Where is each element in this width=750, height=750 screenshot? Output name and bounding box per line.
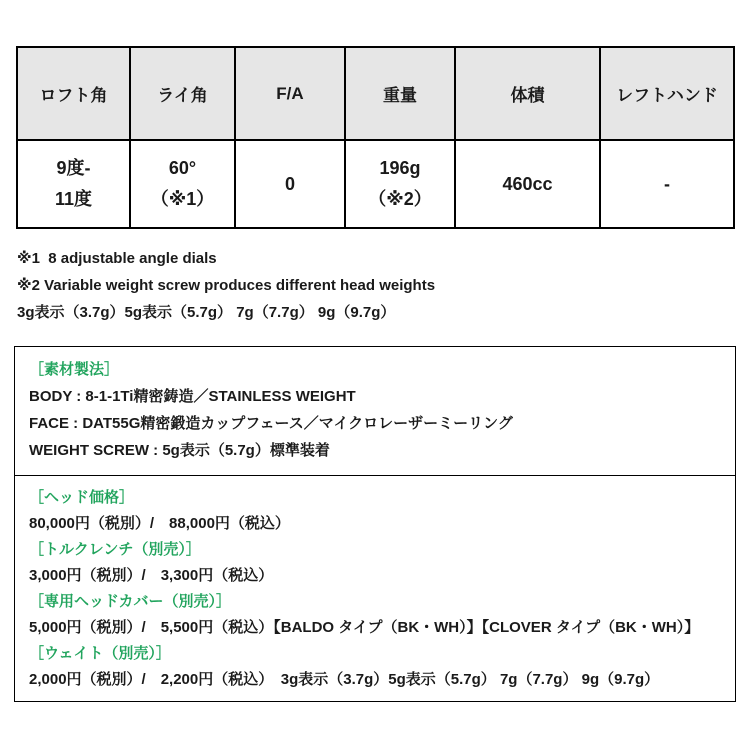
col-header-volume: 体積 — [455, 47, 600, 140]
col-header-weight: 重量 — [345, 47, 455, 140]
cell-left-hand-line1: - — [664, 173, 670, 194]
col-header-fa: F/A — [235, 47, 345, 140]
cell-loft-line2: 11度 — [54, 189, 93, 209]
spec-table-header-row — [17, 47, 734, 140]
cell-lie — [130, 140, 235, 228]
cell-fa — [235, 140, 345, 228]
materials-label: ［素材製法］ — [29, 361, 120, 378]
cell-loft — [17, 140, 130, 228]
head-price-label: ［ヘッド価格］ — [29, 489, 135, 506]
weight-option-label: ［ウェイト（別売）］ — [29, 645, 171, 662]
cell-loft-line1: 9度- — [56, 158, 91, 178]
materials-section — [15, 347, 735, 476]
cell-weight-line2: （※2） — [368, 189, 432, 209]
footnote-3-weight-options: 3g表示（3.7g）5g表示（5.7g） 7g（7.7g） 9g（9.7g） — [17, 304, 396, 321]
cell-left-hand — [600, 140, 734, 228]
cell-volume — [455, 140, 600, 228]
col-header-lie: ライ角 — [130, 47, 235, 140]
spec-table — [16, 46, 735, 229]
pricing-section — [15, 476, 735, 701]
materials-body: BODY : 8-1-1Ti精密鋳造／STAINLESS WEIGHT — [29, 388, 356, 405]
cell-fa-line1: 0 — [284, 173, 295, 194]
torque-wrench-value: 3,000円（税別）/ 3,300円（税込） — [29, 567, 274, 584]
head-price-value: 80,000円（税別）/ 88,000円（税込） — [29, 515, 290, 532]
materials-weight-screw: WEIGHT SCREW : 5g表示（5.7g）標準装着 — [29, 442, 330, 459]
info-box — [14, 346, 736, 702]
col-header-loft: ロフト角 — [17, 47, 130, 140]
footnotes — [17, 246, 733, 327]
footnote-1: ※1 8 adjustable angle dials — [17, 250, 217, 267]
col-header-left-hand: レフトハンド — [600, 47, 734, 140]
cell-weight-line1: 196g — [379, 158, 421, 178]
cell-weight — [345, 140, 455, 228]
spec-table-data-row — [17, 140, 734, 228]
cell-volume-line1: 460cc — [502, 173, 553, 194]
footnote-2: ※2 Variable weight screw produces different head weights — [17, 277, 436, 294]
head-cover-value: 5,000円（税別）/ 5,500円（税込）【BALDO タイプ（BK・WH）】【CLOVER タイプ（BK・WH）】 — [29, 619, 700, 636]
weight-option-value: 2,000円（税別）/ 2,200円（税込） 3g表示（3.7g）5g表示（5.7g） 7g（7.7g） 9g（9.7g） — [29, 671, 660, 688]
torque-wrench-label: ［トルクレンチ（別売）］ — [29, 541, 201, 558]
cell-lie-line1: 60° — [168, 158, 197, 178]
head-cover-label: ［専用ヘッドカバー（別売）］ — [29, 593, 232, 610]
cell-lie-line2: （※1） — [150, 189, 215, 209]
materials-face: FACE : DAT55G精密鍛造カップフェース／マイクロレーザーミーリング — [29, 415, 513, 432]
